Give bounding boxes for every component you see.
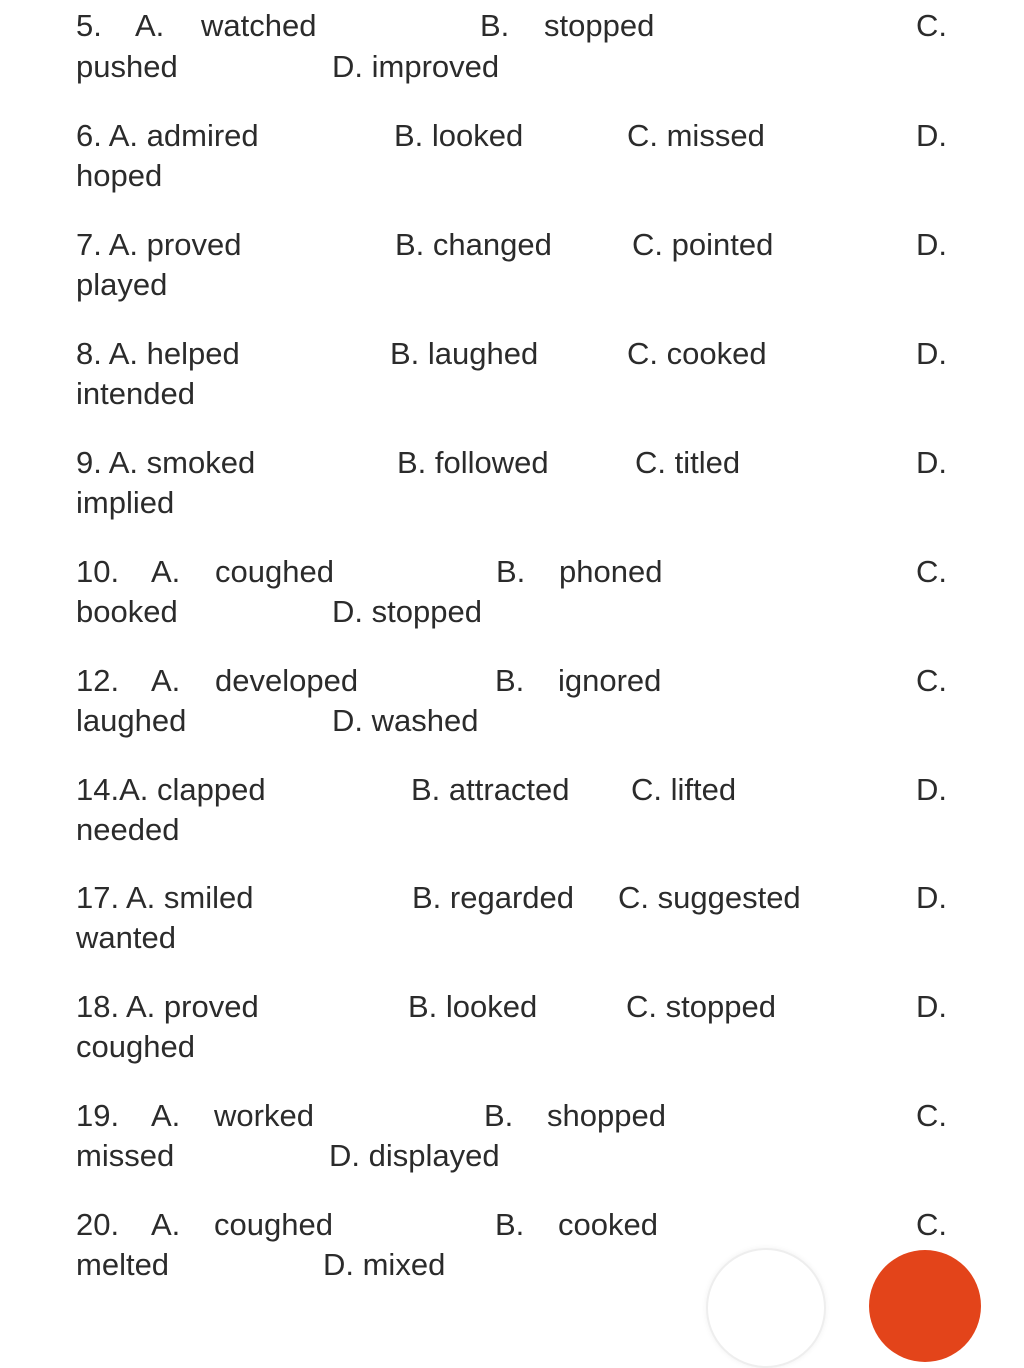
option-c: C. lifted	[631, 772, 737, 807]
option-b-word: cooked	[558, 1207, 658, 1242]
primary-floating-button[interactable]	[869, 1250, 981, 1362]
option-d: D. stopped	[332, 594, 482, 629]
option-b: B. attracted	[411, 772, 570, 807]
option-d-letter: D.	[916, 880, 947, 915]
option-b: B. followed	[397, 445, 549, 480]
option-d-letter: D.	[916, 118, 947, 153]
option-d-letter: D.	[916, 989, 947, 1024]
option-a-letter: A.	[151, 1098, 181, 1133]
option-b: B. looked	[394, 118, 524, 153]
option-c: C. cooked	[627, 336, 767, 371]
option-d-word: intended	[76, 376, 195, 411]
option-b-word: shopped	[547, 1098, 666, 1133]
option-d: D. displayed	[329, 1138, 500, 1173]
option-a-letter: A.	[151, 554, 181, 589]
option-c: C. titled	[635, 445, 741, 480]
option-c-word: booked	[76, 594, 178, 629]
option-b: B. regarded	[412, 880, 574, 915]
option-a-word: watched	[201, 8, 317, 43]
question-number-option-a: 9. A. smoked	[76, 445, 256, 480]
option-d-letter: D.	[916, 336, 947, 371]
question-number: 12.	[76, 663, 120, 698]
option-c: C. missed	[627, 118, 765, 153]
option-a-word: coughed	[214, 1207, 333, 1242]
option-b-word: ignored	[558, 663, 662, 698]
option-c-letter: C.	[916, 554, 947, 589]
question-number-option-a: 8. A. helped	[76, 336, 240, 371]
option-c: C. suggested	[618, 880, 801, 915]
option-b-word: stopped	[544, 8, 655, 43]
option-c-word: laughed	[76, 703, 187, 738]
question-number-option-a: 7. A. proved	[76, 227, 242, 262]
option-b: B. laughed	[390, 336, 539, 371]
question-number: 10.	[76, 554, 120, 589]
question-number-option-a: 6. A. admired	[76, 118, 259, 153]
option-d: D. washed	[332, 703, 479, 738]
option-d-word: needed	[76, 812, 180, 847]
option-d-word: implied	[76, 485, 175, 520]
option-b-letter: B.	[480, 8, 510, 43]
option-c-letter: C.	[916, 8, 947, 43]
option-c-word: pushed	[76, 49, 178, 84]
option-a-word: worked	[214, 1098, 314, 1133]
option-c-letter: C.	[916, 663, 947, 698]
option-d-word: wanted	[76, 920, 176, 955]
option-b: B. looked	[408, 989, 538, 1024]
option-a-word: developed	[215, 663, 359, 698]
option-b-letter: B.	[484, 1098, 514, 1133]
option-d-word: played	[76, 267, 168, 302]
question-number: 20.	[76, 1207, 120, 1242]
option-b-letter: B.	[496, 554, 526, 589]
option-d-letter: D.	[916, 445, 947, 480]
question-number-option-a: 17. A. smiled	[76, 880, 254, 915]
option-a-letter: A.	[151, 663, 181, 698]
option-a-word: coughed	[215, 554, 334, 589]
option-c: C. pointed	[632, 227, 774, 262]
option-d-word: coughed	[76, 1029, 195, 1064]
option-b-letter: B.	[495, 663, 525, 698]
option-c: C. stopped	[626, 989, 776, 1024]
question-number: 5.	[76, 8, 102, 43]
option-a-letter: A.	[151, 1207, 181, 1242]
question-number: 19.	[76, 1098, 120, 1133]
question-number-option-a: 14.A. clapped	[76, 772, 266, 807]
option-b-letter: B.	[495, 1207, 525, 1242]
question-number-option-a: 18. A. proved	[76, 989, 259, 1024]
secondary-floating-button[interactable]	[706, 1248, 826, 1368]
option-d-word: hoped	[76, 158, 163, 193]
option-d-letter: D.	[916, 772, 947, 807]
option-c-word: missed	[76, 1138, 175, 1173]
option-d: D. improved	[332, 49, 500, 84]
option-d-letter: D.	[916, 227, 947, 262]
option-c-word: melted	[76, 1247, 170, 1282]
option-b: B. changed	[395, 227, 552, 262]
option-b-word: phoned	[559, 554, 663, 589]
option-c-letter: C.	[916, 1207, 947, 1242]
option-c-letter: C.	[916, 1098, 947, 1133]
option-d: D. mixed	[323, 1247, 446, 1282]
option-a-letter: A.	[135, 8, 165, 43]
